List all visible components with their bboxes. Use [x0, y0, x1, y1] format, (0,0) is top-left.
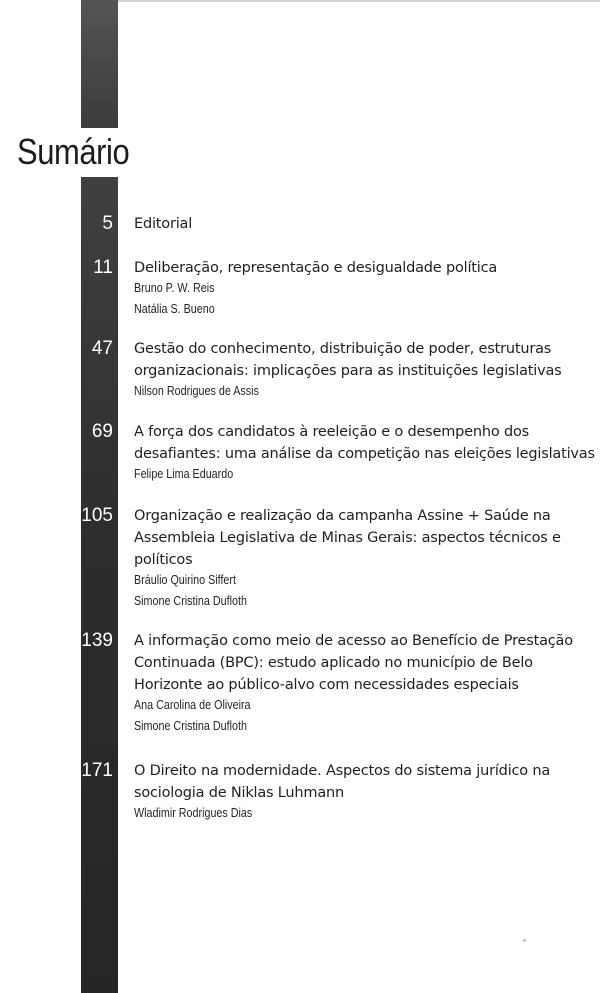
entry-title-line: A informação como meio de acesso ao Benefício de Prestação [134, 633, 573, 649]
entry-body [134, 760, 596, 822]
entry-body [134, 257, 596, 318]
entry-author: Nilson Rodrigues de Assis [134, 384, 259, 398]
entry-author: Natália S. Bueno [134, 302, 215, 316]
print-speck [523, 939, 526, 942]
entry-author: Simone Cristina Dufloth [134, 719, 247, 733]
entry-body [134, 338, 596, 400]
top-rule [118, 0, 600, 2]
gray-bar-top [81, 0, 118, 128]
page-number: 139 [81, 630, 113, 651]
entry-body [134, 213, 596, 235]
entry-title-line: sociologia de Niklas Luhmann [134, 785, 345, 801]
entry-body [134, 421, 596, 483]
page-title: Sumário [17, 131, 130, 172]
gray-bar-main [81, 177, 118, 993]
page-number: 47 [91, 338, 113, 359]
page-number: 69 [91, 421, 113, 442]
page-number: 11 [93, 257, 113, 278]
entry-title-line: Editorial [134, 216, 193, 232]
entry-title-line: O Direito na modernidade. Aspectos do sistema jurídico na [134, 763, 551, 779]
entry-title-line: organizacionais: implicações para as instituições legislativas [134, 363, 562, 379]
entry-author: Felipe Lima Eduardo [134, 467, 234, 481]
entry-author: Simone Cristina Dufloth [134, 594, 247, 608]
entry-title-line: desafiantes: uma análise da competição nas eleições legislativas [134, 446, 595, 462]
entry-title-line: Organização e realização da campanha Assine + Saúde na [134, 508, 551, 524]
entry-title-line: Assembleia Legislativa de Minas Gerais: aspectos técnicos e [134, 530, 561, 546]
entry-title-line: Gestão do conhecimento, distribuição de poder, estruturas [134, 341, 552, 357]
entry-title-line: Horizonte ao público-alvo com necessidades especiais [134, 677, 519, 693]
entry-title-line: Deliberação, representação e desigualdade política [134, 260, 498, 276]
entry-author: Bráulio Quirino Siffert [134, 573, 236, 587]
page-number: 171 [81, 760, 113, 781]
entry-author: Wladimir Rodrigues Dias [134, 806, 253, 820]
entry-body [134, 630, 596, 735]
entry-title-line: Continuada (BPC): estudo aplicado no município de Belo [134, 655, 533, 671]
entry-author: Ana Carolina de Oliveira [134, 698, 251, 712]
entry-title-line: políticos [134, 552, 193, 568]
page-number: 105 [81, 505, 113, 526]
entry-body [134, 505, 596, 610]
entry-author: Bruno P. W. Reis [134, 281, 215, 295]
entry-title-line: A força dos candidatos à reeleição e o desempenho dos [134, 424, 529, 440]
page-number: 5 [102, 213, 113, 234]
